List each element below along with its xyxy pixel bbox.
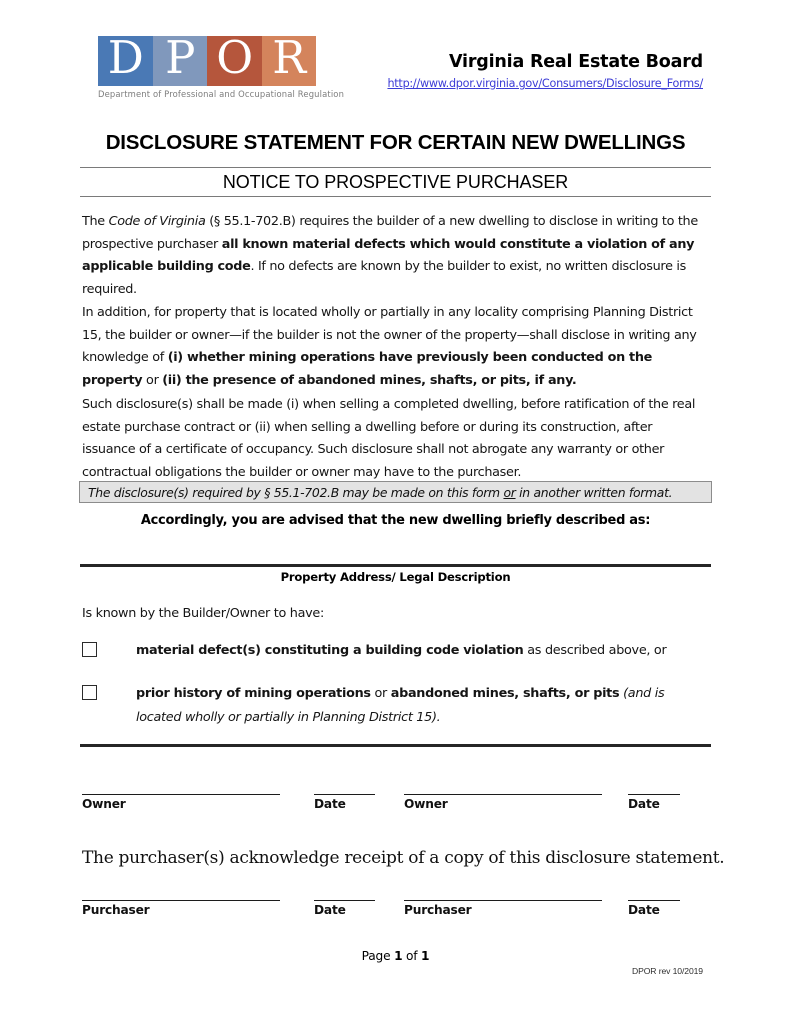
owner-date-field-1[interactable] [314, 779, 375, 811]
cb1-rest: as described above, or [523, 643, 667, 658]
cb2-bold2: abandoned mines, shafts, or pits [390, 686, 620, 701]
board-title: Virginia Real Estate Board [449, 52, 703, 72]
p1-code-of-virginia: Code of Virginia [108, 214, 206, 229]
p2-mining-operations-bold: (i) whether mining operations have previously been conducted on the property [82, 350, 652, 388]
owner-signature-field-2[interactable] [404, 779, 602, 811]
cb2-or: or [370, 686, 391, 701]
checkbox-material-defect[interactable] [82, 642, 97, 657]
notice-seg1: The disclosure(s) required by § 55.1-702.B may be made on this form [88, 484, 504, 500]
owner-date-line-1[interactable] [314, 779, 375, 795]
cb2-bold1: prior history of mining operations [136, 686, 371, 701]
document-header [0, 0, 791, 112]
logo-square-o [207, 31, 262, 86]
notice-or-underlined: or [503, 484, 516, 500]
logo-square-r [262, 31, 317, 86]
p2-seg3: or [142, 372, 163, 388]
purchaser-date-line-2[interactable] [628, 885, 680, 901]
page-current: 1 [394, 949, 403, 963]
page-total: 1 [421, 949, 430, 963]
checkbox-row-material-defect[interactable] [82, 639, 702, 663]
logo-letter-d: D [107, 31, 143, 84]
owner-signature-line-1[interactable] [82, 779, 280, 795]
logo-letter-o: O [216, 31, 253, 84]
notice-seg3: in another written format. [515, 484, 673, 500]
cb2-italic: (and is located wholly or partially in Planning District 15). [136, 686, 665, 725]
purchaser-signature-field-2[interactable] [404, 885, 602, 917]
cb1-bold: material defect(s) constituting a building code violation [136, 643, 524, 658]
purchaser-acknowledgement-text: The purchaser(s) acknowledge receipt of a copy of this disclosure statement. [82, 848, 725, 868]
owner-date-field-2[interactable] [628, 779, 680, 811]
owner-caption-2: Owner [404, 797, 448, 811]
p1-seg5: . If no defects are known by the builder to exist, no written disclosure is required. [82, 259, 686, 297]
page-title: DISCLOSURE STATEMENT FOR CERTAIN NEW DWELLINGS [105, 131, 686, 154]
purchaser-date-field-1[interactable] [314, 885, 375, 917]
purchaser-signature-field-1[interactable] [82, 885, 280, 917]
p1-seg1: The [82, 214, 109, 229]
accordingly-statement: Accordingly, you are advised that the new dwelling briefly described as: [140, 513, 651, 528]
logo-letter-p: P [165, 31, 195, 84]
purchaser-signature-row [82, 887, 712, 917]
checkbox-row-mining-history[interactable] [82, 682, 702, 730]
page-subtitle: NOTICE TO PROSPECTIVE PURCHASER [222, 172, 569, 192]
logo-tagline: Department of Professional and Occupational Regulation [98, 89, 345, 99]
page-prefix: Page [361, 949, 395, 963]
checkbox-label-material-defect [136, 639, 666, 663]
checkbox-label-mining-history [136, 682, 696, 730]
logo-letter-r: R [272, 31, 306, 84]
purchaser-caption-1: Purchaser [82, 903, 150, 917]
owner-caption-1: Owner [82, 797, 126, 811]
page-mid: of [402, 949, 422, 963]
purchaser-date-caption-1: Date [314, 903, 346, 917]
purchaser-signature-line-2[interactable] [404, 885, 602, 901]
dpor-logo [98, 31, 345, 99]
owner-date-caption-2: Date [628, 797, 660, 811]
title-rule-bottom [80, 196, 711, 197]
p1-seg3: (§ 55.1-702.B) requires the builder of a new dwelling to disclose in writing to the prospective purchaser [82, 214, 698, 252]
disclosure-format-notice-box [79, 481, 712, 503]
p1-material-defects-bold: all known material defects which would constitute a violation of any applicable building code [82, 236, 695, 275]
title-rule-top [80, 167, 711, 168]
notice-box-text [88, 485, 672, 500]
p2-seg1: In addition, for property that is located wholly or partially in any locality comprising Planning District 15, the builder or owner—if the builder is not the owner of the property—shall disclose in writing any knowledge of [82, 305, 697, 366]
logo-square-p [153, 31, 208, 86]
paragraph-planning-district-15 [82, 302, 709, 392]
p2-abandoned-mines-bold: (ii) the presence of abandoned mines, shafts, or pits, if any. [162, 372, 577, 388]
header-right-block [387, 52, 703, 91]
signature-section-divider [80, 744, 711, 747]
owner-signature-line-2[interactable] [404, 779, 602, 795]
property-address-line[interactable] [80, 564, 711, 567]
known-by-builder-label: Is known by the Builder/Owner to have: [82, 606, 324, 621]
purchaser-date-caption-2: Date [628, 903, 660, 917]
dpor-logo-squares [98, 31, 316, 86]
property-address-label: Property Address/ Legal Description [280, 570, 511, 584]
owner-signature-field-1[interactable] [82, 779, 280, 811]
logo-square-d [98, 31, 153, 86]
owner-date-line-2[interactable] [628, 779, 680, 795]
purchaser-date-line-1[interactable] [314, 885, 375, 901]
checkbox-mining-history[interactable] [82, 685, 97, 700]
purchaser-date-field-2[interactable] [628, 885, 680, 917]
purchaser-signature-line-1[interactable] [82, 885, 280, 901]
paragraph-disclosure-timing: Such disclosure(s) shall be made (i) when selling a completed dwelling, before ratification of the real estate purchase contract or (ii) when selling a dwelling before or during its construction, after issuance of a certificate of occupancy. Such disclosure shall not abrogate any warranty or other contractual obligations the builder or owner may have to the purchaser. [82, 397, 696, 480]
page-number [80, 949, 711, 963]
dpor-disclosure-forms-link[interactable]: http://www.dpor.virginia.gov/Consumers/Disclosure_Forms/ [387, 77, 703, 90]
revision-note: DPOR rev 10/2019 [631, 966, 703, 976]
paragraph-statutory-requirement [82, 211, 709, 301]
owner-signature-row [82, 781, 712, 811]
purchaser-caption-2: Purchaser [404, 903, 472, 917]
owner-date-caption-1: Date [314, 797, 346, 811]
